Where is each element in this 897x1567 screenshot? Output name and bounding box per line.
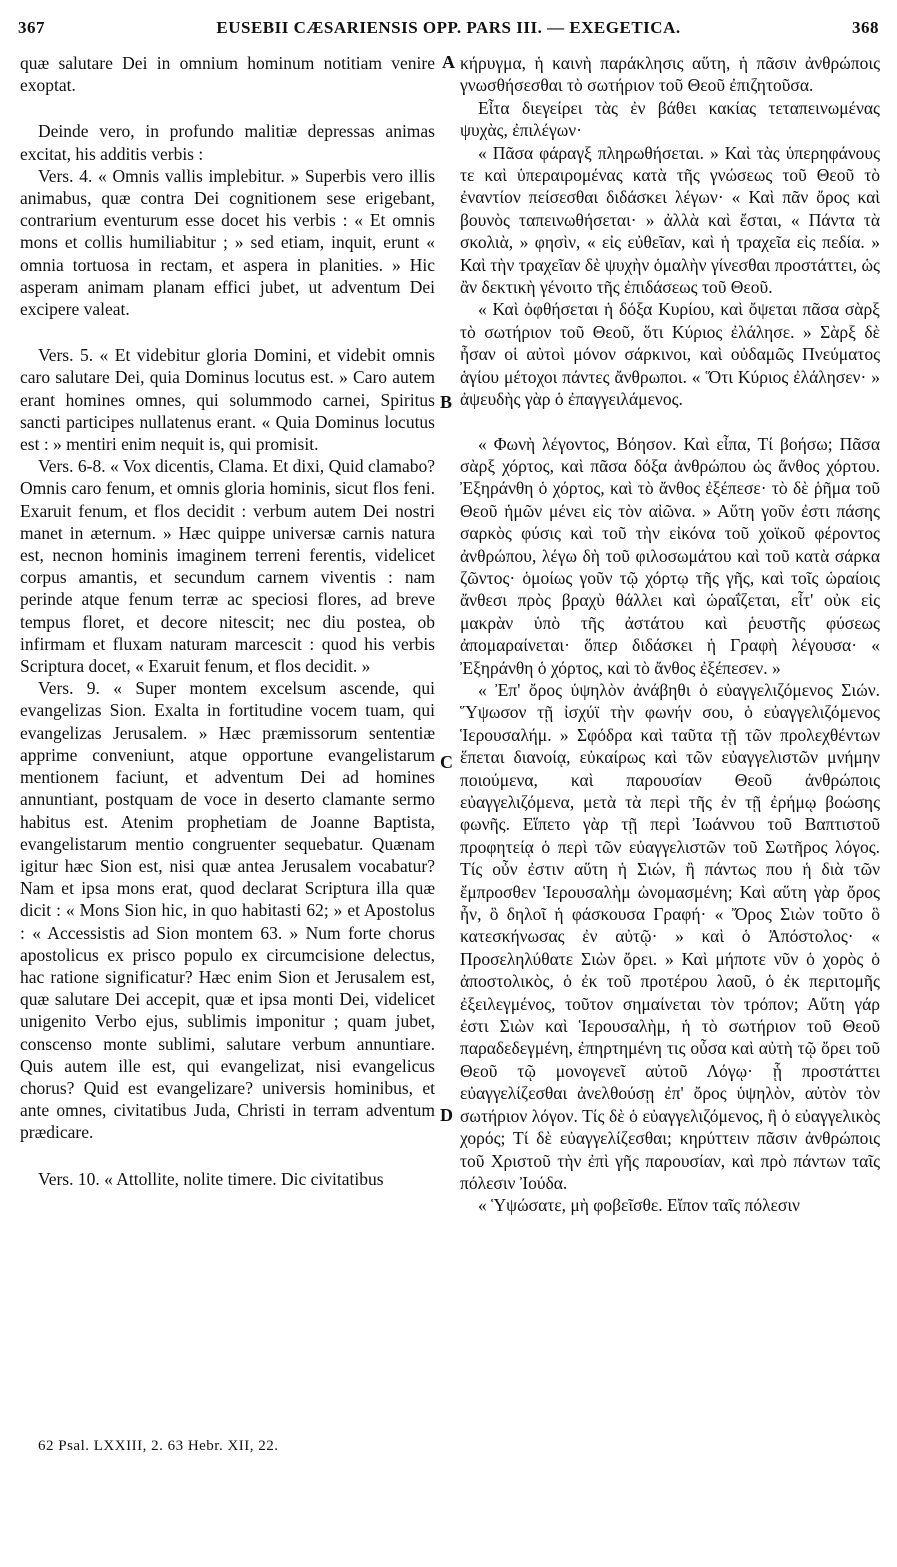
greek-paragraph: « Ὑψώσατε, μὴ φοβεῖσθε. Εἴπον ταῖς πόλεσιν bbox=[478, 1195, 800, 1216]
running-header bbox=[18, 18, 879, 44]
greek-paragraph: « Πᾶσα φάραγξ πληρωθήσεται. » Καὶ τὰς ὑπερηφάνους τε καὶ ὑπεραιρομένας κατὰ τῆς γνώσεως τοῦ Θεοῦ τὸ ἐναντίον πείσεσθαι διδάσκει λέγων· « Καὶ πᾶν ὄρος καὶ βουνὸς ταπεινωθήσεται· » ἀλλὰ καὶ ἔσται, « Πάντα τὰ σκολιὰ, » φησὶν, « εἰς εὐθεῖαν, καὶ ἡ τραχεῖα εἰς πεδία. » Καὶ τὴν τραχεῖαν δὲ ψυχὴν ὁμαλὴν γίνεσθαι προστάττει, ὡς ἂν δεκτικὴ γένοιτο τῆς ἐπιδάσεως τοῦ Θεοῦ. bbox=[460, 142, 880, 298]
footnote: 62 Psal. LXXIII, 2. 63 Hebr. XII, 22. bbox=[38, 1438, 279, 1454]
margin-marker-d: D bbox=[440, 1105, 453, 1125]
margin-marker-b: B bbox=[440, 392, 453, 412]
greek-paragraph: Εἶτα διεγείρει τὰς ἐν βάθει κακίας τεταπεινωμένας ψυχὰς, ἐπιλέγων· bbox=[460, 97, 880, 141]
greek-column bbox=[460, 52, 880, 1217]
greek-paragraph: « Φωνὴ λέγοντος, Βόησον. Καὶ εἶπα, Τί βοήσω; Πᾶσα σὰρξ χόρτος, καὶ πᾶσα δόξα ἀνθρώπου ὡς ἄνθος χόρτου. Ἐξηράνθη ὁ χόρτος, καὶ τὸ ἄνθος ἐξέπεσε· τὸ δὲ ῥῆμα τοῦ Θεοῦ ἡμῶν μένει εἰς τὸν αἰῶνα. » Αὕτη γοῦν ἐστι πάσης σαρκὸς φύσις καὶ τοῦ τὴν εἰκόνα τοῦ χοϊκοῦ φέροντος ἀνθρώπου, λέγω δὴ τοῦ φιλοσωμάτου καὶ τοῦ κατὰ σάρκα ζῶντος· ὁμοίως γοῦν τῷ χόρτῳ τῆς γῆς, καὶ τοῖς ὡραίοις ἄνθεσι πρὸς βραχὺ θάλλει καὶ ὡραΐζεται, εἶτ' οὐκ εἰς μακρὰν ὑπὸ τῆς ἀστάτου καὶ ῥευστῆς φύσεως ἀπομαραίνεται· ὅπερ διδάσκει ἡ Γραφὴ λέγουσα· « Ἐξηράνθη ὁ χόρτος, καὶ τὸ ἄνθος ἐξέπεσεν. » bbox=[460, 433, 880, 678]
latin-paragraph: Vers. 6-8. « Vox dicentis, Clama. Et dixi, Quid clamabo? Omnis caro fenum, et omnis gloria hominis, sicut flos feni. Exaruit fenum, et flos decidit : verbum autem Dei nostri manet in æternum. » Hæc quippe universæ carnis natura est, necnon hominis imaginem terreni ferentis, videlicet corpus amantis, et secundum carnem viventis : nam perinde atque fenum terræ ac speciosi flores, ad breve tempus floret, et decore nitescit; nec diu postea, ob infirmam et fluxam naturam marcescit : quod his verbis Scriptura docet, « Exaruit fenum, et flos decidit. » bbox=[20, 456, 435, 677]
latin-paragraph: Deinde vero, in profundo malitiæ depressas animas excitat, his additis verbis : bbox=[20, 121, 435, 164]
latin-paragraph: Vers. 4. « Omnis vallis implebitur. » Superbis vero illis animabus, quæ contra Dei cognitionem sese erigebant, contrarium eventurum esse docet his verbis : « Et omnis mons et collis humiliabitur ; » sed etiam, inquit, erunt « omnia tortuosa in rectam, et aspera in planities. » Hic asperam animam planam effici jubet, ut adventum Dei excipere valeat. bbox=[20, 165, 435, 320]
latin-paragraph: quæ salutare Dei in omnium hominum notitiam venire exoptat. bbox=[20, 53, 435, 96]
latin-column bbox=[20, 52, 435, 1190]
greek-paragraph: κήρυγμα, ἡ καινὴ παράκλησις αὕτη, ἡ πᾶσιν ἀνθρώποις γνωσθήσεσθαι τὸ σωτήριον τοῦ Θεοῦ ἐπιζητοῦσα. bbox=[460, 53, 880, 96]
latin-paragraph: Vers. 5. « Et videbitur gloria Domini, et videbit omnis caro salutare Dei, quia Dominus locutus est. » Caro autem erant homines omnes, qui solummodo carnei, Spiritus sancti participes nullatenus erant. « Quia Dominus locutus est : » mentiri enim nequit is, qui promisit. bbox=[20, 345, 435, 455]
running-title: EUSEBII CÆSARIENSIS OPP. PARS III. — EXEGETICA. bbox=[216, 18, 681, 37]
margin-marker-a: A bbox=[442, 52, 455, 72]
page-number-left: 367 bbox=[18, 18, 45, 37]
latin-paragraph: Vers. 9. « Super montem excelsum ascende, qui evangelizas Sion. Exalta in fortitudine vocem tuam, qui evangelizas Jerusalem. » Hæc præmissorum sententiæ apprime conveniunt, atque opportune evangelistarum mentionem faciunt, et adventum Dei ad homines annuntiant, postquam de voce in deserto clamante sermo habitus est. Atenim prophetiam de Joanne Baptista, evangelistarum mentio congruenter sequebatur. Quænam igitur hæc Sion est, nisi quæ antea Jerusalem vocabatur? Nam et ipsa mons erat, quod declarat Scriptura illa quæ dicit : « Mons Sion hic, in quo habitasti 62; » et Apostolus : « Accessistis ad Sion montem 63. » Num forte chorus apostolicus ex prisco populo ex circumcisione delectus, hac ratione significatur? Hæc enim Sion et Jerusalem est, quæ salutare Dei accepit, quæ et ipsa monti Dei, videlicet unigenito Verbo ejus, sublimis imponitur ; quam jubet, conscenso monte sublimi, salutare verbum annuntiare. Quis autem ille est, qui evangelizat, nisi evangelicus chorus? Quid est evangelizare? universis hominibus, et ante omnes, civitatibus Juda, Christi in terram adventum prædicare. bbox=[20, 678, 435, 1143]
greek-paragraph: « Καὶ ὀφθήσεται ἡ δόξα Κυρίου, καὶ ὄψεται πᾶσα σὰρξ τὸ σωτήριον τοῦ Θεοῦ, ὅτι Κύριος ἐλάλησε. » Σὰρξ δὲ ἦσαν οἱ αὐτοὶ μόνον σάρκινοι, καὶ οὐδαμῶς Πνεύματος ἁγίου μέτοχοι πάντες ἄνθρωποι. « Ὅτι Κύριος ἐλάλησεν· » ἀψευδὴς γὰρ ὁ ἐπαγγειλάμενος. bbox=[460, 299, 880, 410]
greek-paragraph: « Ἐπ' ὄρος ὑψηλὸν ἀνάβηθι ὁ εὐαγγελιζόμενος Σιών. Ὕψωσον τῇ ἰσχύϊ τὴν φωνήν σου, ὁ εὐαγγελιζόμενος Ἱερουσαλήμ. » Σφόδρα καὶ ταῦτα τῇ τῶν προλεχθέντων ἕπεται διανοίᾳ, εὐκαίρως καὶ τῶν εὐαγγελιστῶν μνήμην ποιούμενα, καὶ παρουσίαν Θεοῦ ἀνθρώποις εὐαγγελιζόμενα, μετὰ τὰ περὶ τῆς ἐν τῇ ἐρήμῳ βοώσης φωνῆς. Εἵπετο γὰρ τῇ περὶ Ἰωάννου τοῦ Βαπτιστοῦ προφητείᾳ ὁ περὶ τῶν εὐαγγελιστῶν τοῦ Σωτῆρος λόγος. Τίς οὖν ἐστιν αὕτη ἡ Σιών, ἢ πάντως που ἡ διὰ τῶν ἔμπροσθεν Ἱερουσαλὴμ ὠνομασμένη; Καὶ αὕτη γὰρ ὄρος ἦν, ὃ δηλοῖ ἡ φάσκουσα Γραφή· « Ὄρος Σιὼν τοῦτο ὃ κατεσκήνωσας ἐν αὐτῷ· » καὶ ὁ Ἀπόστολος· « Προσεληλύθατε Σιὼν ὄρει. » Καὶ μήποτε νῦν ὁ χορὸς ὁ ἀποστολικὸς, ὁ ἐκ τοῦ προτέρου λαοῦ, ὁ ἐκ περιτομῆς ἐξειλεγμένος, τοῦτον σημαίνεται τὸν τρόπον; Αὕτη γάρ ἐστι Σιὼν καὶ Ἱερουσαλὴμ, ἡ τὸ σωτήριον τοῦ Θεοῦ παραδεδεγμένη, ἐπηρτημένη τις οὖσα καὶ αὐτὴ τῷ ὄρει τοῦ Θεοῦ τῷ μονογενεῖ αὐτοῦ Λόγῳ· ᾗ προστάττει εὐαγγελίζεσθαι ἀνελθούσῃ ἐπ' ὄρος ὑψηλὸν, αὐτὸν τὸν σωτήριον λόγον. Τίς δὲ ὁ εὐαγγελιζόμενος, ἢ ὁ εὐαγγελικὸς χορός; Τί δὲ εὐαγγελίζεσθαι; κηρύττειν πᾶσιν ἀνθρώποις τοῦ Χριστοῦ τὴν ἐπὶ γῆς παρουσίαν, καὶ πρὸ πάντων ταῖς πόλεσιν Ἰούδα. bbox=[460, 679, 880, 1193]
margin-marker-c: C bbox=[440, 752, 453, 772]
latin-paragraph: Vers. 10. « Attollite, nolite timere. Dic civitatibus bbox=[38, 1168, 384, 1189]
page-number-right: 368 bbox=[852, 18, 879, 37]
